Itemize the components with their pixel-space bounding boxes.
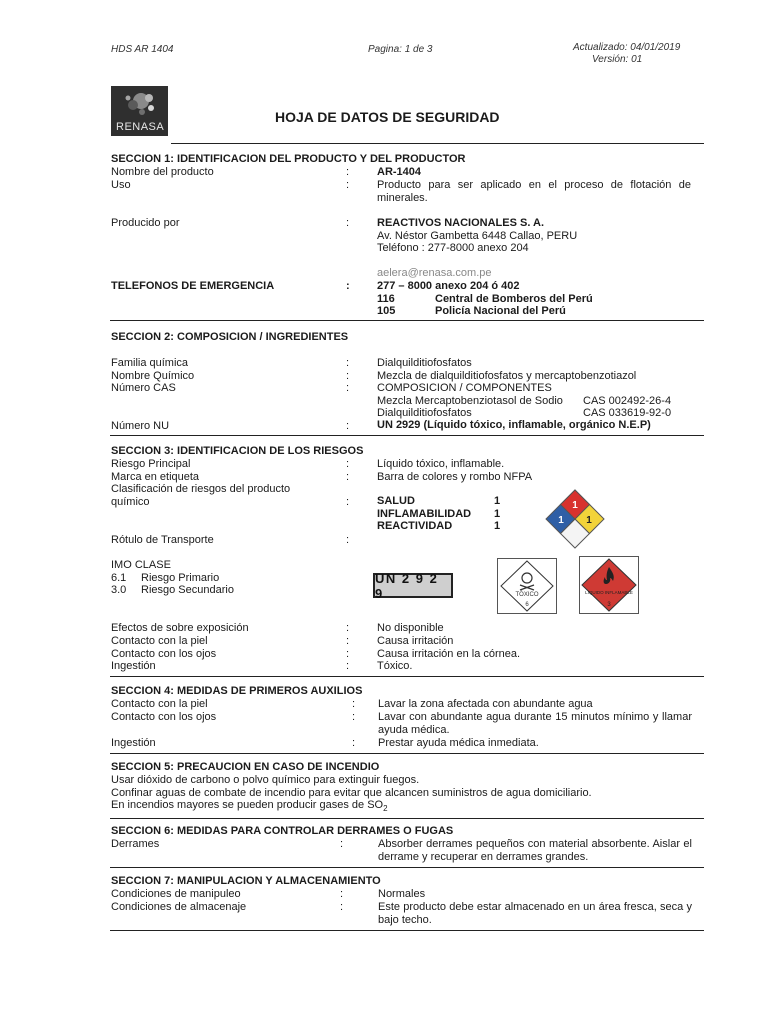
- product-name-value: AR-1404: [377, 166, 422, 178]
- fire-line-2: Confinar aguas de combate de incendio para evitar que alcancen suministros de agua domiciliario.: [111, 787, 592, 799]
- flammable-placard-icon: [580, 557, 638, 613]
- classification-label-1: Clasificación de riesgos del producto: [111, 483, 291, 495]
- label-mark-label: Marca en etiqueta: [111, 471, 200, 483]
- component-2: Dialquilditiofosfatos: [377, 407, 472, 419]
- toxic-placard-icon: [498, 559, 556, 613]
- handling-value: Normales: [378, 888, 426, 900]
- page-number: Pagina: 1 de 3: [368, 44, 433, 55]
- nfpa-health-number: 1: [558, 515, 564, 526]
- logo-text: RENASA: [116, 121, 165, 133]
- colon: :: [346, 420, 350, 432]
- composition-title: COMPOSICION / COMPONENTES: [377, 382, 552, 394]
- colon: :: [346, 280, 350, 292]
- chem-name-label: Nombre Químico: [111, 370, 195, 382]
- renasa-logo: [111, 86, 168, 136]
- toxic-placard-label: TÓXICO: [515, 592, 539, 598]
- aid-ingestion-label: Ingestión: [111, 737, 156, 749]
- emergency-phone: 277 – 8000 anexo 204 ó 402: [377, 280, 520, 292]
- section-divider: [110, 676, 704, 677]
- eyes-value: Causa irritación en la córnea.: [377, 648, 521, 660]
- policia-number: 105: [377, 305, 396, 317]
- skin-label: Contacto con la piel: [111, 635, 208, 647]
- fire-line-1: Usar dióxido de carbono o polvo químico para extinguir fuegos.: [111, 774, 420, 786]
- section-divider: [110, 930, 704, 931]
- imo-secondary-num: 3.0: [111, 584, 127, 596]
- component-1: Mezcla Mercaptobenziotasol de Sodio: [377, 395, 563, 407]
- nfpa-reactivity-number: 1: [586, 515, 592, 526]
- colon: :: [346, 660, 350, 672]
- nu-value: UN 2929 (Líquido tóxico, inflamable, orgánico N.E.P): [377, 419, 651, 431]
- colon: :: [340, 901, 344, 913]
- updated-date: Actualizado: 04/01/2019: [573, 42, 681, 53]
- flammable-placard-frame: [579, 556, 639, 614]
- colon: :: [352, 698, 356, 710]
- producer-address: Av. Néstor Gambetta 6448 Callao, PERU: [377, 230, 578, 242]
- section-divider: [110, 753, 704, 754]
- page-title: HOJA DE DATOS DE SEGURIDAD: [275, 109, 500, 125]
- imo-primary: Riesgo Primario: [141, 572, 220, 584]
- toxic-placard-frame: [497, 558, 557, 614]
- aid-ingestion-value: Prestar ayuda médica inmediata.: [378, 737, 539, 749]
- toxic-placard-class: 6: [525, 602, 529, 608]
- handling-label: Condiciones de manipuleo: [111, 888, 241, 900]
- emergency-label: TELEFONOS DE EMERGENCIA: [111, 280, 275, 292]
- product-name-label: Nombre del producto: [111, 166, 214, 178]
- aid-eyes-value: Lavar con abundante agua durante 15 minutos mínimo y llamar ayuda médica.: [378, 711, 692, 736]
- section-divider: [110, 320, 704, 321]
- section-6-heading: SECCION 6: MEDIDAS PARA CONTROLAR DERRAMES O FUGAS: [111, 825, 454, 837]
- family-label: Familia química: [111, 357, 189, 369]
- section-divider: [110, 435, 704, 436]
- colon: :: [346, 496, 350, 508]
- section-5-heading: SECCION 5: PRECAUCION EN CASO DE INCENDIO: [111, 761, 380, 773]
- un-number-plate: UN 2 9 2 9: [373, 573, 453, 598]
- section-7-heading: SECCION 7: MANIPULACION Y ALMACENAMIENTO: [111, 875, 381, 887]
- colon: :: [346, 458, 350, 470]
- colon: :: [352, 737, 356, 749]
- doc-code: HDS AR 1404: [111, 44, 174, 55]
- title-divider: [171, 143, 704, 144]
- spills-value: Absorber derrames pequeños con material absorbente. Aislar el derrame y recuperar en derrames grandes.: [378, 838, 692, 863]
- producer-name: REACTIVOS NACIONALES S. A.: [377, 217, 545, 229]
- spills-label: Derrames: [111, 838, 160, 850]
- producer-label: Producido por: [111, 217, 180, 229]
- colon: :: [346, 648, 350, 660]
- policia-name: Policía Nacional del Perú: [435, 305, 566, 317]
- colon: :: [340, 838, 344, 850]
- colon: :: [346, 534, 350, 546]
- colon: :: [346, 370, 350, 382]
- nfpa-reactivity-value: 1: [494, 520, 501, 532]
- colon: :: [346, 471, 350, 483]
- imo-primary-num: 6.1: [111, 572, 127, 584]
- nfpa-fire-number: 1: [572, 500, 578, 511]
- classification-label-2: químico: [111, 496, 150, 508]
- version: Versión: 01: [592, 54, 643, 65]
- colon: :: [346, 166, 350, 178]
- fire-line-3-subscript: 2: [383, 804, 388, 814]
- nfpa-fire-value: 1: [494, 508, 501, 520]
- flammable-placard-label: LIQUIDO INFLAMABLE: [585, 590, 633, 595]
- exposure-value: No disponible: [377, 622, 444, 634]
- fire-line-3: [111, 799, 388, 816]
- use-value: Producto para ser aplicado en el proceso de flotación de minerales.: [377, 179, 691, 204]
- colon: :: [346, 622, 350, 634]
- storage-value: Este producto debe estar almacenado en un área fresca, seca y bajo techo.: [378, 901, 692, 926]
- imo-secondary: Riesgo Secundario: [141, 584, 234, 596]
- nfpa-health-label: SALUD: [377, 495, 415, 507]
- chem-name-value: Mezcla de dialquilditiofosfatos y mercaptobenzotiazol: [377, 370, 637, 382]
- section-1-heading: SECCION 1: IDENTIFICACION DEL PRODUCTO Y DEL PRODUCTOR: [111, 153, 466, 165]
- colon: :: [352, 711, 356, 723]
- producer-phone: Teléfono : 277-8000 anexo 204: [377, 242, 529, 254]
- fire-line-3-text: En incendios mayores se pueden producir gases de SO: [111, 799, 384, 811]
- family-value: Dialquilditiofosfatos: [377, 357, 472, 369]
- colon: :: [346, 357, 350, 369]
- eyes-label: Contacto con los ojos: [111, 648, 217, 660]
- section-divider: [110, 818, 704, 819]
- nfpa-fire-label: INFLAMABILIDAD: [377, 508, 472, 520]
- colon: :: [346, 179, 350, 191]
- colon: :: [346, 635, 350, 647]
- aid-skin-label: Contacto con la piel: [111, 698, 208, 710]
- imo-class: IMO CLASE: [111, 559, 171, 571]
- section-3-heading: SECCION 3: IDENTIFICACION DE LOS RIESGOS: [111, 445, 364, 457]
- colon: :: [340, 888, 344, 900]
- label-mark-value: Barra de colores y rombo NFPA: [377, 471, 533, 483]
- nfpa-health-value: 1: [494, 495, 501, 507]
- nu-label: Número NU: [111, 420, 170, 432]
- section-4-heading: SECCION 4: MEDIDAS DE PRIMEROS AUXILIOS: [111, 685, 363, 697]
- ingestion-label: Ingestión: [111, 660, 156, 672]
- storage-label: Condiciones de almacenaje: [111, 901, 247, 913]
- cas-label: Número CAS: [111, 382, 176, 394]
- section-2-heading: SECCION 2: COMPOSICION / INGREDIENTES: [111, 331, 349, 343]
- use-label: Uso: [111, 179, 131, 191]
- transport-label: Rótulo de Transporte: [111, 534, 214, 546]
- flammable-placard-class: 3: [607, 602, 611, 608]
- section-divider: [110, 867, 704, 868]
- main-risk-value: Líquido tóxico, inflamable.: [377, 458, 505, 470]
- colon: :: [346, 382, 350, 394]
- ingestion-value: Tóxico.: [377, 660, 413, 672]
- skin-value: Causa irritación: [377, 635, 454, 647]
- component-1-cas: CAS 002492-26-4: [583, 395, 672, 407]
- nfpa-reactivity-label: REACTIVIDAD: [377, 520, 453, 532]
- component-2-cas: CAS 033619-92-0: [583, 407, 672, 419]
- nfpa-diamond-icon: [545, 489, 605, 549]
- aid-eyes-label: Contacto con los ojos: [111, 711, 217, 723]
- bomberos-name: Central de Bomberos del Perú: [435, 293, 593, 305]
- bomberos-number: 116: [377, 293, 395, 305]
- aid-skin-value: Lavar la zona afectada con abundante agua: [378, 698, 593, 710]
- main-risk-label: Riesgo Principal: [111, 458, 191, 470]
- email-link[interactable]: aelera@renasa.com.pe: [377, 267, 492, 279]
- exposure-label: Efectos de sobre exposición: [111, 622, 249, 634]
- colon: :: [346, 217, 350, 229]
